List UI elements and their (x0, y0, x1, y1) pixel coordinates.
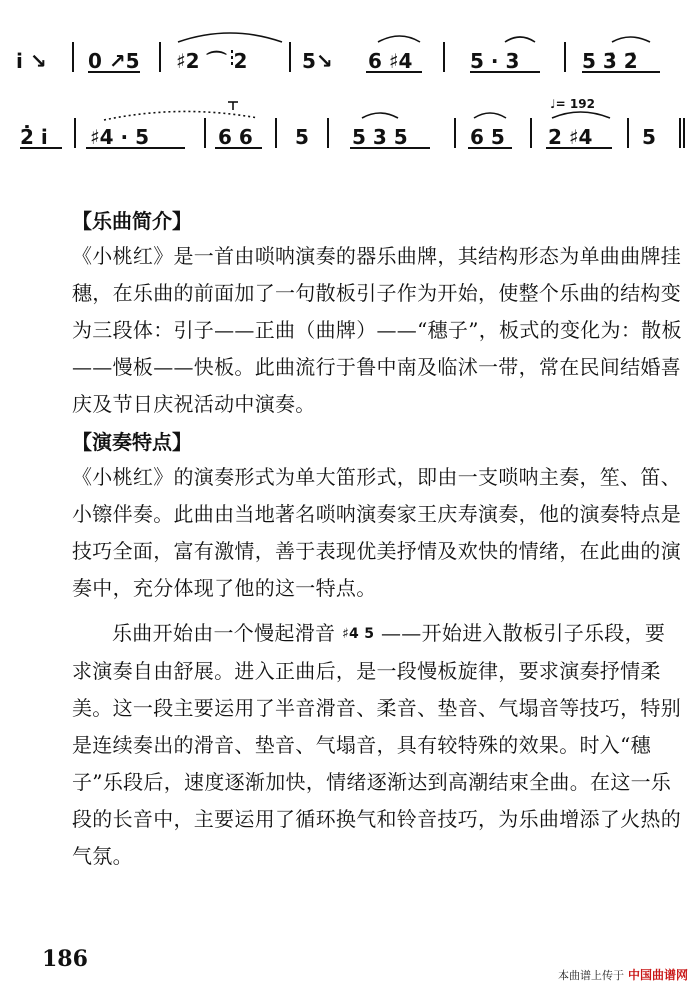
score-row-1-notation (0, 28, 700, 88)
watermark-text: 本曲谱上传于 (557, 968, 624, 982)
note-group: 5 3 5 (352, 125, 408, 149)
note-group: ♯4 · 5 (90, 125, 150, 149)
score-row-1 (0, 28, 700, 98)
technique-lead: 乐曲开始由一个慢起滑音 (112, 621, 336, 645)
score-row-2 (0, 94, 700, 164)
note-group: 5↘ (302, 49, 333, 73)
note-group: 6 6 (218, 125, 253, 149)
note-group: i̇ ↘ (16, 49, 47, 73)
site-logo (628, 966, 688, 983)
features-paragraph: 《小桃红》的演奏形式为单大笛形式，即由一支唢呐主奏，笙、笛、小镲伴奏。此曲由当地著名唢呐演奏家王庆寿演奏，他的演奏特点是技巧全面，富有激情，善于表现优美抒情及欢快的情绪，在此曲的演奏中，充分体现了他的这一特点。 (72, 465, 681, 600)
intro-paragraph: 《小桃红》是一首由唢呐演奏的器乐曲牌，其结构形态为单曲曲牌挂穗，在乐曲的前面加了一句散板引子作为开始，使整个乐曲的结构变为三段体：引子——正曲（曲牌）——“穗子”，板式的变化为：散板——慢板——快板。此曲流行于鲁中南及临沭一带，常在民间结婚喜庆及节日庆祝活动中演奏。 (72, 244, 682, 416)
watermark (558, 966, 688, 983)
site-logo-text: 中国曲谱网 (627, 968, 688, 982)
note-group: 6 ♯4 (368, 49, 413, 73)
note-group: 0 ↗5 (88, 49, 140, 73)
score-row-2-notation (0, 94, 700, 164)
note-group: 5 (642, 125, 656, 149)
note-group: ♯2 ⌒ 2 (176, 49, 248, 73)
section-heading-intro: 【乐曲简介】 (72, 209, 192, 233)
note-group: 2 ♯4 (548, 125, 593, 149)
tempo-marking: ♩= 192 (550, 97, 595, 111)
glide-notation: ♯4 5 (341, 626, 375, 642)
note-group: 5 (295, 125, 309, 149)
page-number: 186 (42, 946, 88, 972)
note-group: 2̇ i̇ (20, 125, 48, 149)
technique-paragraph (72, 615, 682, 875)
section-heading-features: 【演奏特点】 (72, 430, 192, 454)
article-body (72, 202, 682, 875)
note-group: 5 · 3 (470, 49, 520, 73)
note-group: 5 3̇ 2̇ (582, 49, 638, 73)
note-group: 6 5 (470, 125, 505, 149)
technique-rest: ——开始进入散板引子乐段，要求演奏自由舒展。进入正曲后，是一段慢板旋律，要求演奏抒情柔美。这一段主要运用了半音滑音、柔音、垫音、气塌音等技巧，特别是连续奏出的滑音、垫音、气塌音，具有较特殊的效果。时入“穗子”乐段后，速度逐渐加快，情绪逐渐达到高潮结束全曲。在这一乐段的长音中，主要运用了循环换气和铃音技巧，为乐曲增添了火热的气氛。 (72, 621, 681, 868)
